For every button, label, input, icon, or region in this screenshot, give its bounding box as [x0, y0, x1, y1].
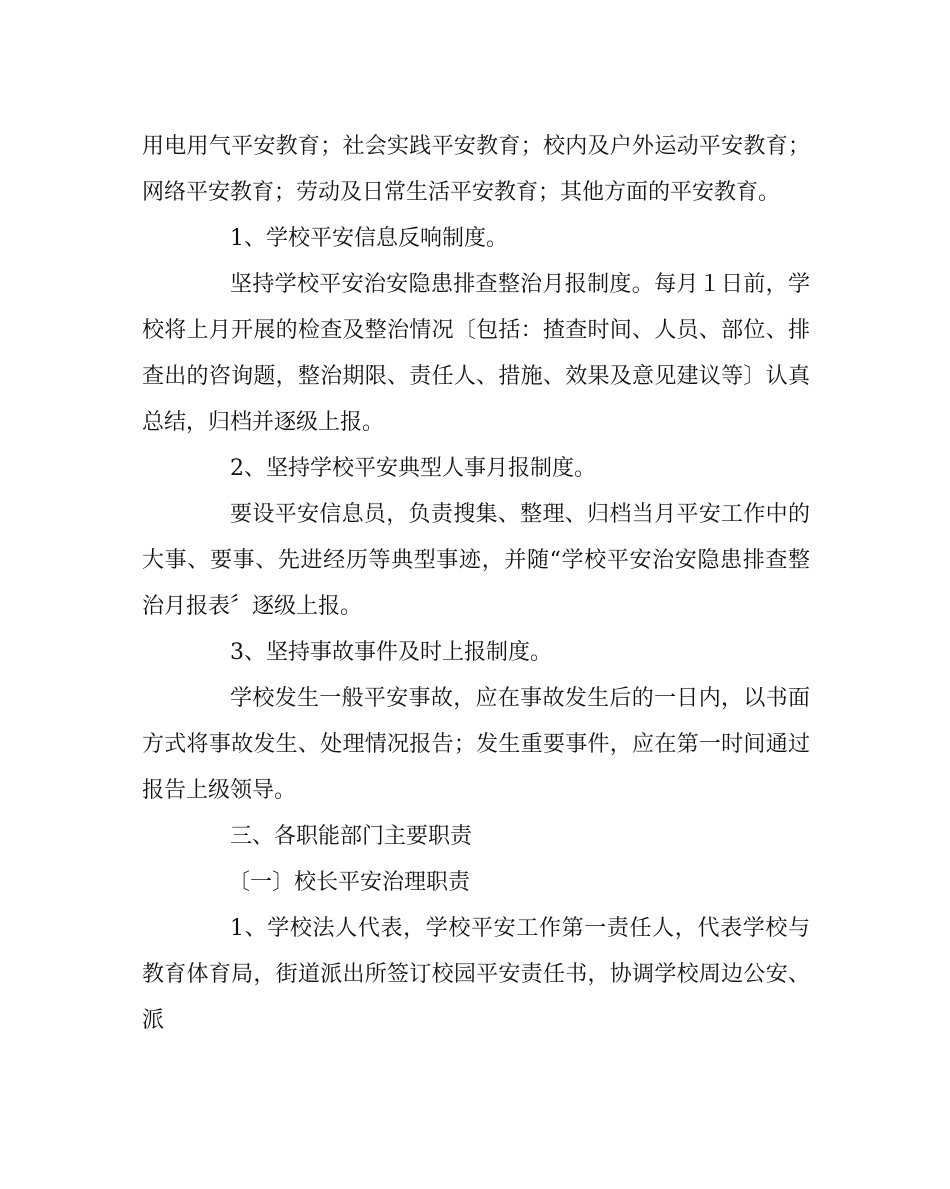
- section-heading-duties: 三、各职能部门主要职责: [230, 824, 473, 849]
- subsection-heading-principal: 〔一〕校长平安治理职责: [228, 870, 471, 895]
- paragraph-accident-report: 学校发生一般平安事故，应在事故发生后的一日内，以书面方式将事故发生、处理情况报告；发生重要事件，应在第一时间通过报告上级领导。: [142, 686, 810, 803]
- paragraph-info-officer: 要设平安信息员，负责搜集、整理、归档当月平安工作中的大事、要事、先进经历等典型事迹，并随“学校平安治安隐患排查整治月报表〞逐级上报。: [142, 502, 810, 619]
- document-body: [142, 124, 810, 1044]
- paragraph-monthly-report: 坚持学校平安治安隐患排查整治月报制度。每月１日前，学校将上月开展的检查及整治情况〔包括：揸查时间、人员、部位、排查出的咨询题，整治期限、责任人、措施、效果及意见建议等〕认真总结，归档并逐级上报。: [142, 272, 810, 435]
- heading-typical-events: 2、坚持学校平安典型人事月报制度。: [230, 456, 596, 481]
- paragraph-continuation: 用电用气平安教育；社会实践平安教育；校内及户外运动平安教育；网络平安教育；劳动及日常生活平安教育；其他方面的平安教育。: [142, 134, 810, 205]
- paragraph-principal-duty: 1、学校法人代表，学校平安工作第一责任人，代表学校与教育体育局，街道派出所签订校园平安责任书，协调学校周边公安、派: [142, 916, 810, 1033]
- heading-incident-reporting: 3、坚持事故事件及时上报制度。: [230, 640, 552, 665]
- heading-info-feedback: 1、学校平安信息反响制度。: [230, 226, 508, 251]
